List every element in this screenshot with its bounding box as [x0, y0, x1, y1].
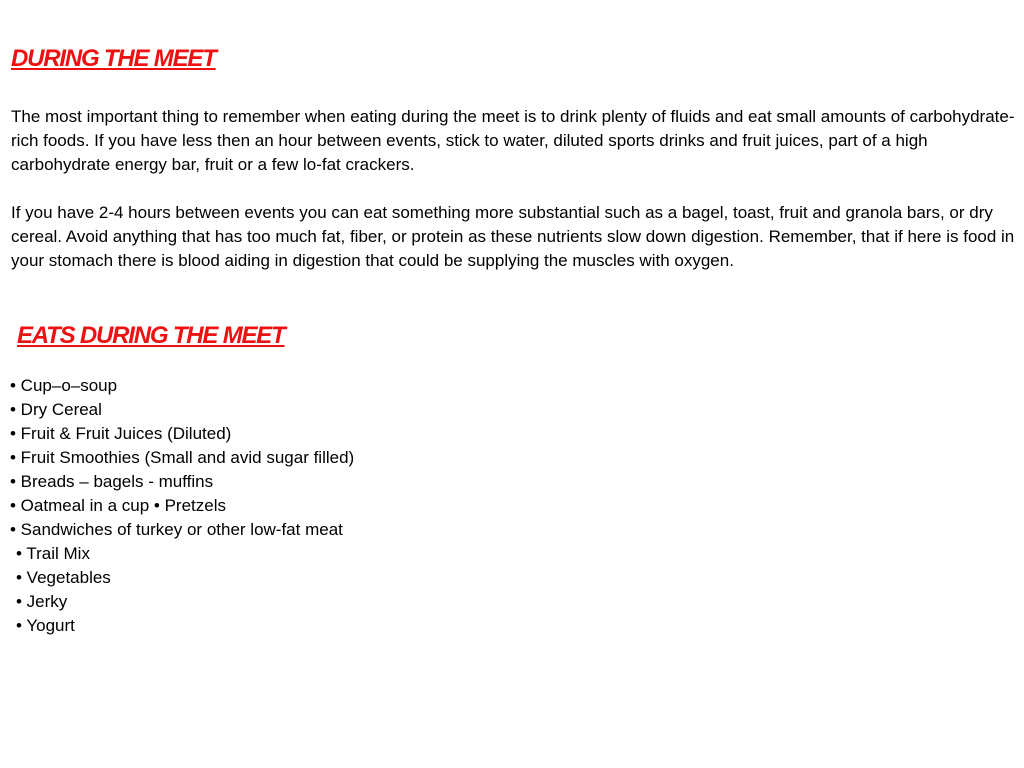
list-item: • Trail Mix — [16, 544, 90, 563]
list-item: • Fruit & Fruit Juices (Diluted) — [10, 424, 232, 443]
section-heading-during-the-meet: DURING THE MEET — [11, 45, 216, 72]
paragraph-between-events: If you have 2-4 hours between events you can eat something more substantial such as a bagel, toast, fruit and granola bars, or dry cereal. Avoid anything that has too much fat, fiber, or protein as these nutrients slow down digestion. Remember, that if here is food in your stomach there is blood aiding in digestion that could be supplying the muscles with oxygen. — [11, 203, 1015, 270]
list-item: • Cup–o–soup — [10, 376, 118, 395]
list-item: • Vegetables — [16, 568, 111, 587]
list-item: • Dry Cereal — [10, 400, 102, 419]
list-item: • Yogurt — [16, 616, 75, 635]
list-item: • Breads – bagels - muffins — [10, 472, 214, 491]
list-item: • Fruit Smoothies (Small and avid sugar filled) — [10, 448, 355, 467]
section-heading-eats-during-the-meet: EATS DURING THE MEET — [17, 322, 285, 349]
list-item: • Sandwiches of turkey or other low-fat meat — [10, 520, 343, 539]
paragraph-fluids: The most important thing to remember when eating during the meet is to drink plenty of fluids and eat small amounts of carbohydrate-rich foods. If you have less then an hour between events, stick to water, diluted sports drinks and fruit juices, part of a high carbohydrate energy bar, fruit or a few lo-fat crackers. — [11, 107, 1015, 174]
list-item: • Jerky — [16, 592, 68, 611]
list-item: • Oatmeal in a cup • Pretzels — [10, 496, 226, 515]
food-list — [10, 374, 354, 638]
